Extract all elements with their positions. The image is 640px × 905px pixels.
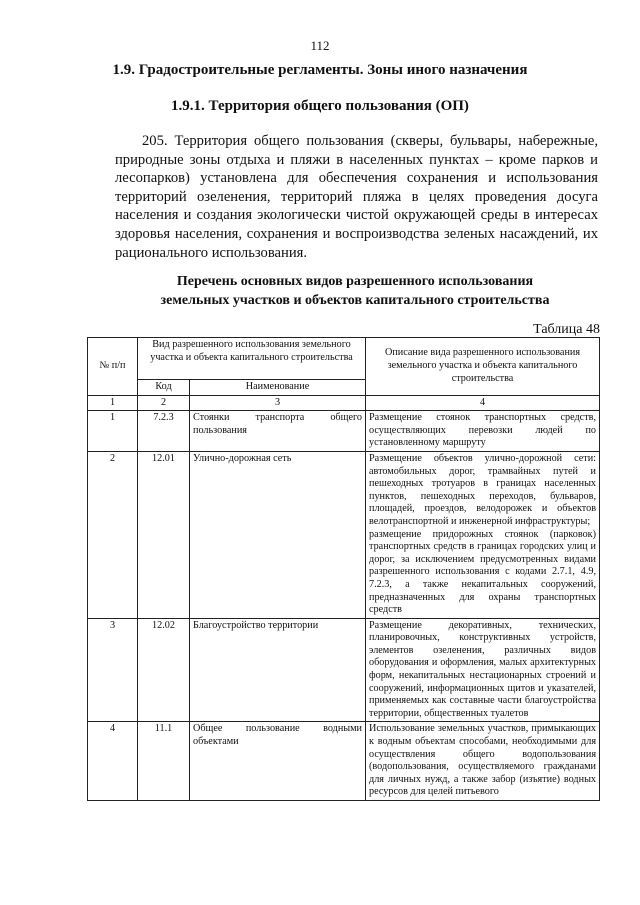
list-title-line-2: земельных участков и объектов капитального строительства (160, 293, 550, 308)
page-number: 112 (310, 38, 330, 53)
table-row (88, 411, 600, 452)
table-row (88, 618, 600, 722)
row-num: 2 (88, 451, 138, 618)
header-description: Описание вида разрешенного использования земельного участка и объекта капитального строительства (366, 338, 600, 396)
table-row (88, 722, 600, 801)
row-description-part-1: Размещение объектов улично-дорожной сети: автомобильных дорог, трамвайных путей и пешеходных тротуаров в границах населенных пунктов, пешеходных переходов, бульваров, площадей, проездов, велодорожек и объектов велотранспортной и инженерной инфраструктуры; (369, 452, 597, 527)
row-code: 11.1 (138, 722, 190, 801)
row-description: Размещение декоративных, технических, планировочных, конструктивных устройств, элементов озеленения, различных видов оборудования и оформления, малых архитектурных форм, некапитальных нестационарных строений и сооружений, информационных щитов и указателей, применяемых как составные части благоустройства территории, общественных туалетов (366, 618, 600, 722)
body-paragraph: 205. Территория общего пользования (скверы, бульвары, набережные, природные зоны отдыха и пляжи в населенных пунктах – кроме парков и лесопарков) установлена для обеспечения сохранения и использования территорий озеленения, территорий пляжа в целях проведения досуга населения и создания экологически чистой окружающей среды в интересах здоровья населения, сохранения и воспроизводства зеленых насаждений, их рационального использования. (115, 133, 598, 261)
subsection-heading: 1.9.1. Территория общего пользования (ОП) (171, 98, 469, 114)
row-name: Общее пользование водными объектами (190, 722, 366, 801)
header-name: Наименование (190, 380, 366, 396)
row-code: 7.2.3 (138, 411, 190, 452)
row-description: Размещение стоянок транспортных средств, осуществляющих перевозки людей по установленному маршруту (366, 411, 600, 452)
section-heading: 1.9. Градостроительные регламенты. Зоны иного назначения (112, 62, 528, 78)
table-index-row (88, 395, 600, 411)
index-cell: 2 (138, 395, 190, 411)
permitted-use-table (87, 337, 600, 801)
row-num: 3 (88, 618, 138, 722)
row-code: 12.01 (138, 451, 190, 618)
index-cell: 3 (190, 395, 366, 411)
row-description-part-2: размещение придорожных стоянок (парковок) транспортных средств в границах городских улиц и дорог, за исключением предусмотренных видами разрешенного использования с кодами 2.7.1, 4.9, 7.2.3, а также некапитальных сооружений, предназначенных для охраны транспортных средств (369, 528, 597, 616)
index-cell: 1 (88, 395, 138, 411)
row-num: 1 (88, 411, 138, 452)
list-title-line-1: Перечень основных видов разрешенного использования (176, 274, 534, 289)
row-description: Использование земельных участков, примыкающих к водным объектам способами, необходимыми для осуществления общего водопользования (водопользования, осуществляемого гражданами для личных нужд, а также забор (изъятие) водных ресурсов для целей питьевого (366, 722, 600, 801)
header-code: Код (138, 380, 190, 396)
row-name: Стоянки транспорта общего пользования (190, 411, 366, 452)
row-code: 12.02 (138, 618, 190, 722)
index-cell: 4 (366, 395, 600, 411)
row-name: Улично-дорожная сеть (190, 451, 366, 618)
row-num: 4 (88, 722, 138, 801)
table-caption: Таблица 48 (533, 322, 600, 337)
header-group: Вид разрешенного использования земельного участка и объекта капитального строительства (138, 338, 366, 380)
table-row (88, 451, 600, 618)
row-name: Благоустройство территории (190, 618, 366, 722)
row-description (366, 451, 600, 618)
table-header-row (88, 338, 600, 380)
header-num: № п/п (88, 338, 138, 396)
list-title (110, 272, 600, 310)
